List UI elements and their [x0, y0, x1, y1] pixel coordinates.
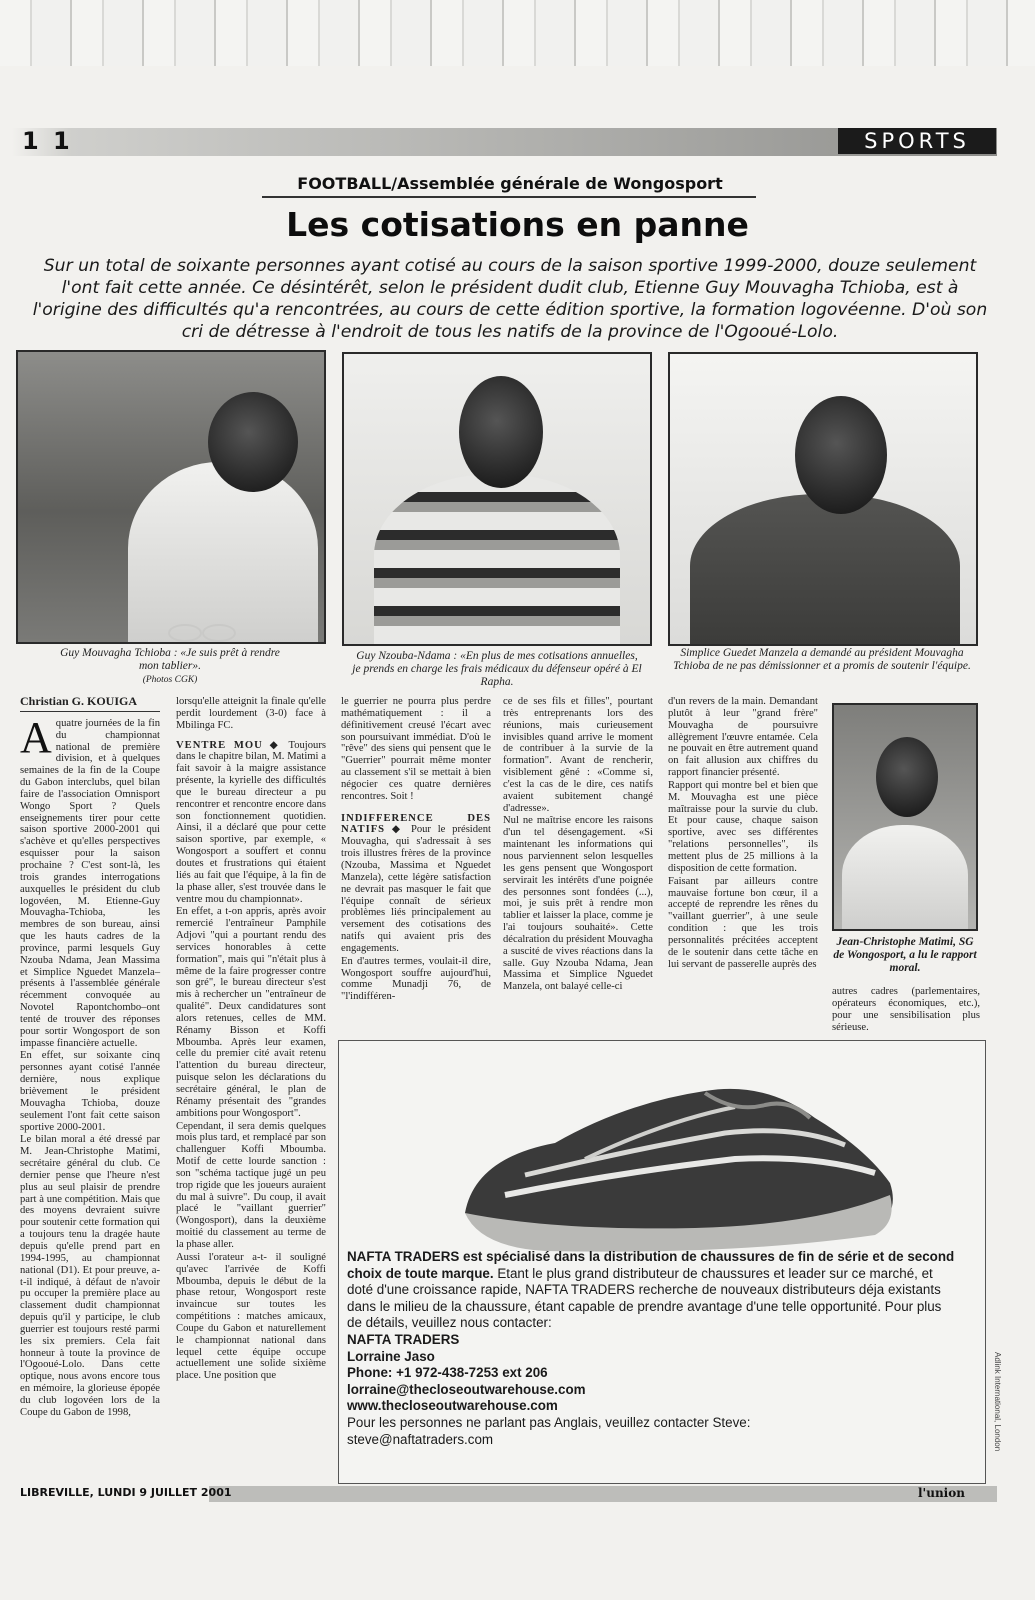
article-paragraph: En effet, sur soixante cinq personnes ayant cotisé l'année dernière, nous explique brièvement le président Mouvagha Tchioba, douze seulement l'ont fait cette saison sportive 2000-2001. — [20, 1050, 160, 1133]
article-column-3 — [341, 696, 491, 1004]
kicker-rule — [262, 196, 756, 198]
photo-glasses — [202, 624, 236, 642]
article-paragraph: Faisant par ailleurs contre mauvaise fortune bon cœur, il a accepté de reprendre les rênes du "vaillant guerrier", à une seule condition : que les trois personnalités précitées acceptent de le soutenir dans cette tâche en lui servant de passerelle auprès des — [668, 875, 818, 970]
photo-subject-shirt — [374, 474, 620, 644]
article-paragraph: Rapport qui montre bel et bien que M. Mouvagha est une pièce maîtraisse pour la survie du club. Et pour cause, chaque saison sportive, avec ses différentes "relations personnelles", ils mettent plus de 25 millions à la disposition de cette formation. — [668, 779, 818, 874]
article-lead: Sur un total de soixante personnes ayant cotisé au cours de la saison sportive 1999-2000, douze seulement l'ont fait cette année. Ce désintérêt, selon le président dudit club, Etienne Guy Mouvagha Tchioba, est à l'origine des difficultés qu'a rencontrées, au cours de cette édition sportive, la formation logovéenne. D'où son cri de détresse à l'endroit de tous les natifs de la province de l'Ogooué-Lolo. — [32, 256, 988, 342]
article-column-2 — [176, 696, 326, 1383]
drop-cap: A — [20, 712, 52, 762]
article-paragraph: Le bilan moral a été dressé par M. Jean-Christophe Matimi, secrétaire général du club. Ce dernier pense que l'heure n'est plus au seul plaisir de prendre part à une compétition. Mais que des moyens devraient suivre pour soutenir cette formation qui a toujours tenu la dragée haute depuis qu'elle prend part en 1994-1995, au championnat national (D1). Et pour preuve, a-t-il indiqué, à défaut de n'avoir pu occuper la première place au classement dudit championnat depuis qu'il y participe, le club guerrier est toujours resté parmi les six premiers. Cela fait honneur à toute la province de l'Ogooué-Lolo. Dans cette optique, nous avons encore tous en mémoire, la glorieuse épopée du club logovéen lors de la Coupe du Gabon de 1998, — [20, 1134, 160, 1418]
article-paragraph: En effet, a t-on appris, après avoir remercié l'entraîneur Pamphile Adjovi "qui a pourtant rendu des services honorables à cette formation", mais qui "n'était plus à même de la faire progresser contre son gré", le bureau directeur s'est mis à rechercher un "entraîneur de qualité". Deux candidatures sont alors retenues, celles de MM. Rénamy Bisson et Koffi Mboumba. Après leur examen, celle du premier cité avait retenu l'attention du bureau directeur, puisque selon les déclarations du secrétaire général, le plan de Rénamy présentait des "grandes ambitions pour Wongosport". — [176, 906, 326, 1119]
ad-phone: Phone: +1 972-438-7253 ext 206 — [347, 1365, 548, 1381]
ad-intro: NAFTA TRADERS est spécialisé dans la distribution de chaussures de fin de série et de second choix de toute marque. Etant le plus grand distributeur de chaussures et leader sur ce marché, et doté d'une croissance rapide, NAFTA TRADERS recherche de nouveaux distributeurs déja existants dans le milieu de la chaussure, étant capable de prendre avantage d'une telle opportunité. Pour plus de détails, veuillez nous contacter: — [347, 1249, 955, 1331]
article-paragraph: Aussi l'orateur a-t- il souligné qu'avec l'arrivée de Koffi Mboumba, depuis le début de la phase retour, Wongosport reste invaincue sur toutes les compétitions : matches amicaux, Coupe du Gabon et naturellement le championnat national dans lequel cette équipe occupe actuellement une solide sixième place. Une position que — [176, 1251, 326, 1382]
ad-note: Pour les personnes ne parlant pas Anglais, veuillez contacter Steve: — [347, 1414, 751, 1430]
caption-photo1 — [50, 647, 290, 687]
article-paragraph: ce de ses fils et filles", pourtant très entreprenants lors des réunions, mais curieusement invisibles quand arrive le moment de contribuer à la survie de la formation". Avant de rencherir, visiblement gêné : «Comme si, c'est la cas de le dire, ces natifs avaient subitement changé d'adresse». — [503, 696, 653, 814]
scan-top-strip — [0, 0, 1035, 66]
footer-masthead: l'union — [918, 1486, 965, 1500]
photo-subject-head — [876, 737, 938, 817]
photo-subject-head — [459, 376, 543, 488]
article-paragraph: En d'autres termes, voulait-il dire, Wongosport souffre aujourd'hui, comme Munadji 76, de "l'indifféren- — [341, 955, 491, 1003]
photo-credit: (Photos CGK) — [142, 675, 198, 685]
article-column-5 — [668, 696, 818, 971]
section-label: SPORTS — [838, 128, 996, 154]
footer-dateline: LIBREVILLE, LUNDI 9 JUILLET 2001 — [20, 1486, 232, 1499]
article-headline: Les cotisations en panne — [286, 205, 749, 244]
photo-nzouba-ndama — [342, 352, 652, 646]
ad-email2-link[interactable]: steve@naftatraders.com — [347, 1431, 494, 1447]
photo-subject-shirt — [842, 825, 968, 929]
article-kicker: FOOTBALL/Assemblée générale de Wongosport — [297, 174, 723, 193]
caption-photo2: Guy Nzouba-Ndama : «En plus de mes cotisations annuelles, je prends en charge les frais médicaux du défenseur opéré à El Rapha. — [352, 650, 642, 688]
photo-glasses — [168, 624, 202, 642]
photo-subject-head — [208, 392, 298, 492]
article-paragraph: INDIFFERENCE DES NATIFS ◆ Pour le président Mouvagha, qui s'adressait à ses trois illustres frères de la province (Nzouba, Massima et Nguedet Manzela), cette légère satisfaction ne devrait pas masquer le fait que l'équipe connaît de sérieux problèmes liés principalement au versement des cotisations des natifs qui avaient pris des engagements. — [341, 812, 491, 954]
subhead-indifference: INDIFFERENCE DES NATIFS — [341, 812, 491, 836]
article-paragraph: autres cadres (parlementaires, opérateurs économiques, etc.), pour une sensibilisation plus sérieuse. — [832, 986, 980, 1033]
article-paragraph: le guerrier ne pourra plus perdre mathématiquement : il a définitivement creusé l'écart avec son poursuivant immédiat. D'où le "rêve" des siens qui pensent que le "Guerrier" pourrait même monter au classement s'il se mettait à bien négocier ces quatre dernières rencontres. Soit ! — [341, 696, 491, 802]
article-paragraph: VENTRE MOU ◆ Toujours dans le chapitre bilan, M. Matimi a fait savoir à la maigre assistance présente, la kyrielle des difficultés que le bureau directeur a pu rencontrer et rencontre encore dans son fonctionnement quotidien. Ainsi, il a déclaré que pour cette saison sportive, par exemple, « Wongosport a souffert et connu doutes et frustrations qui étaient liés au fait que l'équipe, à la fin de la phase aller, s'est trouvée dans le ventre mou du championnat». — [176, 739, 326, 905]
article-column-1 — [20, 696, 160, 1420]
caption-photo4: Jean-Christophe Matimi, SG de Wongosport, a lu le rapport moral. — [833, 936, 977, 974]
article-column-4 — [503, 696, 653, 994]
photo-nguedet-manzela — [668, 352, 978, 646]
ad-email-link[interactable]: lorraine@thecloseoutwarehouse.com — [347, 1381, 586, 1397]
article-paragraph: d'un revers de la main. Demandant plutôt à leur "grand frère" Mouvagha de poursuivre allègrement l'œuvre entamée. Cela ne pouvait en être autrement quand on fait allusion aux chiffres du rapport financier présenté. — [668, 696, 818, 779]
photo-subject-head — [795, 396, 887, 514]
article-paragraph: Cependant, il sera demis quelques mois plus tard, et remplacé par son challenguer Koffi Mboumba. Motif de cette lourde sanction : son "schéma tactique jugé un peu trop rigide que les joueurs auraient du mal à suivre". Du coup, il avait placé le "vaillant guerrier" (Wongosport), dans la deuxième moitié du classement au terme de la phase aller. — [176, 1120, 326, 1250]
subhead-ventre-mou: VENTRE MOU — [176, 739, 263, 751]
sneaker-image — [435, 1063, 905, 1273]
article-paragraph: lorsqu'elle atteignit la finale qu'elle perdit lourdement (3-0) face à Mbilinga FC. — [176, 696, 326, 731]
ad-text-block — [347, 1249, 957, 1448]
article-paragraph: Aquatre journées de la fin du championnat national de première division, et à quelques semaines de la fin de la Coupe du Gabon interclubs, quel bilan faire de l'association Omnisport Wongo Sport ? Quels enseignements tirer pour cette saison sportive 2000-2001 qui s'achève et qu'elles perspectives esquisser pour la saison prochaine ? C'est sont-là, les trois grandes interrogations auxquelles le président du club logovéen, M. Etienne-Guy Mouvagha-Tchioba, les membres de son bureau, ainsi que les hauts cadres de la province, parmi lesquels Guy Nzouba Ndama, Jean Massima et Simplice Nguedet Manzela–présents à l'assemblée générale récemment convoquée au Novotel Rapontchombo–ont tenté de trouver des réponses pour sortir Wongosport de son impasse financière actuelle. — [20, 712, 160, 1049]
photo-subject-shirt — [128, 462, 318, 642]
photo-mouvagha — [16, 350, 326, 644]
article-paragraph: Nul ne maîtrise encore les raisons d'un tel désengagement. «Si maintenant les informations qui nous parviennent selon lesquelles les gens pensent que Wongosport servirait les intérêts d'une poignée des personnes sont fondées (...), moi, je suis prêt à rendre mon tablier et laisser la place, comme je l'ai toujours souhaité». Cette décalration du président Mouvagha a suscité de vives réactions dans la salle. Guy Nzouba Ndama, Jean Massima et Simplice Nguedet Manzela, ont balayé celle-ci — [503, 815, 653, 993]
ad-agency-credit: Adlink International, London — [993, 1352, 1002, 1452]
photo-subject-shirt — [690, 494, 960, 644]
caption-photo3: Simplice Guedet Manzela a demandé au président Mouvagha Tchioba de ne pas démissionner et a promis de soutenir l'équipe. — [673, 647, 971, 672]
page-number: 1 1 — [22, 127, 73, 155]
article-column-6 — [832, 986, 980, 1034]
caption-photo1-text: Guy Mouvagha Tchioba : «Je suis prêt à rendre mon tablier». — [60, 647, 280, 672]
photo-matimi — [832, 703, 978, 931]
ad-contact-name: Lorraine Jaso — [347, 1348, 435, 1364]
ad-company: NAFTA TRADERS — [347, 1331, 460, 1347]
nafta-traders-ad — [338, 1040, 986, 1484]
ad-website-link[interactable]: www.thecloseoutwarehouse.com — [347, 1398, 558, 1414]
byline: Christian G. KOUIGA — [20, 696, 160, 712]
